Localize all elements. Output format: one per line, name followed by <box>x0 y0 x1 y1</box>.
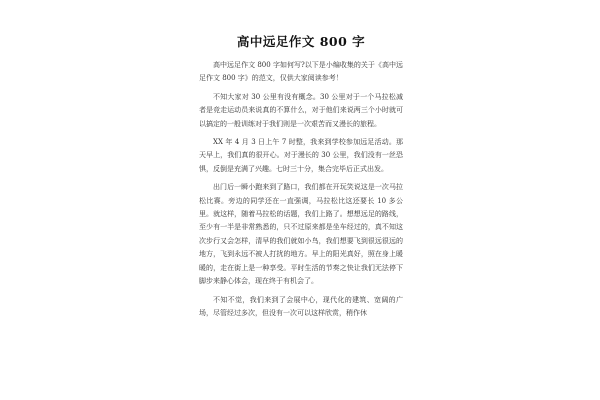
paragraph-intro: 高中远足作文 800 字如何写?以下是小编收集的关于《高中远足作文 800 字》的范文，仅供大家阅读参考！ <box>199 61 403 83</box>
paragraph-expo-center: 不知不觉，我们来到了会展中心，现代化的建筑、宽阔的广场，尽管经过多次，但没有一次可以这样欣赏，稍作休 <box>199 295 403 317</box>
document-body <box>199 34 403 325</box>
paragraph-distance: 不知大家对 30 公里有没有概念。30 公里对于一个马拉松减者是竞走运动员来说真的不算什么，对于他们来说两三个小时就可以搞定的一般训练对于我们则是一次艰苦而又漫长的旅程。 <box>199 92 403 128</box>
document-title: 高中远足作文 800 字 <box>236 34 366 49</box>
paragraph-departure: XX 年 4 月 3 日上午 7 时整，我来到学校参加远足活动。那天早上，我们真的很开心。对于漫长的 30 公里，我们没有一丝恐惧，反倒是充满了兴趣。七时三十分，集合完毕后正式出发。 <box>199 138 403 173</box>
paragraph-journey: 出门后一瞬小跑来到了路口，我们都在开玩笑说这是一次马拉松比赛。旁边的同学还在一直强调，马拉松比这还要长 10 多公里。就这样，随着马拉松的话题，我们上路了。想想远足的路线，至少有一半是非常熟悉的，只不过原来都是坐车经过的，真不知这次步行又会怎样，清早的我们就如小鸟，我们想要飞到很远很远的地方，飞到永远不被人打扰的地方。早上的阳光真好，照在身上暖暖的，走在街上是一种享受。平时生活的节奏之快让我们无法停下脚步来静心体会，现在终于有机会了。 <box>199 183 403 286</box>
